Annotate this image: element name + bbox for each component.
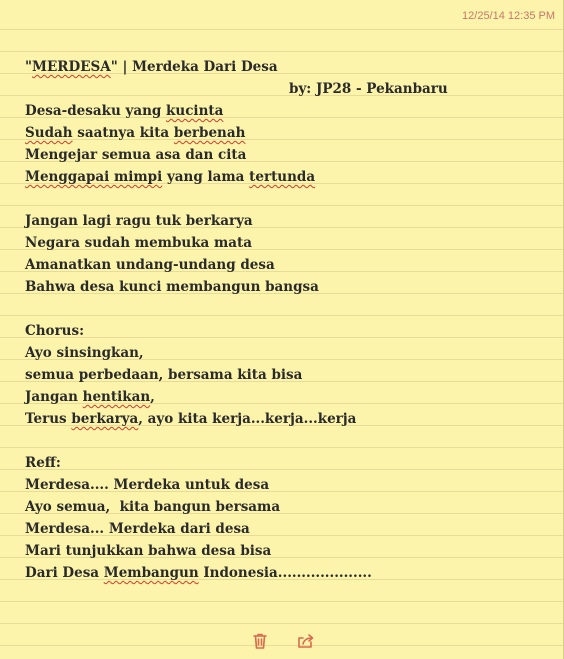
note-line: Sudah saatnya kita berbenah: [25, 125, 246, 141]
note-line: Amanatkan undang-undang desa: [25, 257, 275, 273]
delete-note-button[interactable]: [249, 630, 271, 652]
note-body[interactable]: [25, 56, 545, 584]
note-byline: by: JP28 - Pekanbaru: [289, 81, 448, 97]
note-line: Mengejar semua asa dan cita: [25, 147, 247, 163]
note-line: Mari tunjukkan bahwa desa bisa: [25, 543, 272, 559]
note-line: Merdesa.... Merdeka untuk desa: [25, 477, 270, 493]
note-line: Merdesa... Merdeka dari desa: [25, 521, 250, 537]
spellcheck-word: MERDESA: [32, 59, 111, 75]
note-line: Dari Desa Membangun Indonesia....................: [25, 565, 372, 581]
note-line: Ayo semua, kita bangun bersama: [25, 499, 281, 515]
share-note-button[interactable]: [295, 630, 317, 652]
note-toolbar: [0, 628, 564, 652]
spellcheck-word: tertunda: [249, 169, 316, 185]
note-line: semua perbedaan, bersama kita bisa: [25, 367, 303, 383]
note-line: Jangan lagi ragu tuk berkarya: [25, 213, 253, 229]
note-line: Jangan hentikan,: [25, 389, 155, 405]
spellcheck-word: hentikan: [82, 389, 151, 405]
spellcheck-word: berbenah: [173, 125, 246, 141]
note-blank-line: [25, 430, 545, 452]
note-line: Negara sudah membuka mata: [25, 235, 253, 251]
spellcheck-word: Sudah: [25, 125, 73, 141]
note-blank-line: [25, 298, 545, 320]
note-line: Chorus:: [25, 323, 85, 339]
trash-icon: [249, 630, 271, 652]
note-timestamp: 12/25/14 12:35 PM: [462, 10, 555, 22]
spellcheck-word: berkarya: [71, 411, 139, 427]
spellcheck-word: Menggapai mimpi: [25, 169, 163, 185]
share-icon: [295, 630, 317, 652]
note-line: Menggapai mimpi yang lama tertunda: [25, 169, 316, 185]
note-blank-line: [25, 188, 545, 210]
note-title-line: "MERDESA" | Merdeka Dari Desa: [25, 59, 278, 75]
spellcheck-word: Membangun: [103, 565, 199, 581]
note-line: Ayo sinsingkan,: [25, 345, 144, 361]
spellcheck-word: kucinta: [166, 103, 224, 119]
note-line: Desa-desaku yang kucinta: [25, 103, 224, 119]
note-line: Reff:: [25, 455, 61, 471]
note-line: Terus berkarya, ayo kita kerja...kerja...kerja: [25, 411, 357, 427]
note-line: Bahwa desa kunci membangun bangsa: [25, 279, 319, 295]
